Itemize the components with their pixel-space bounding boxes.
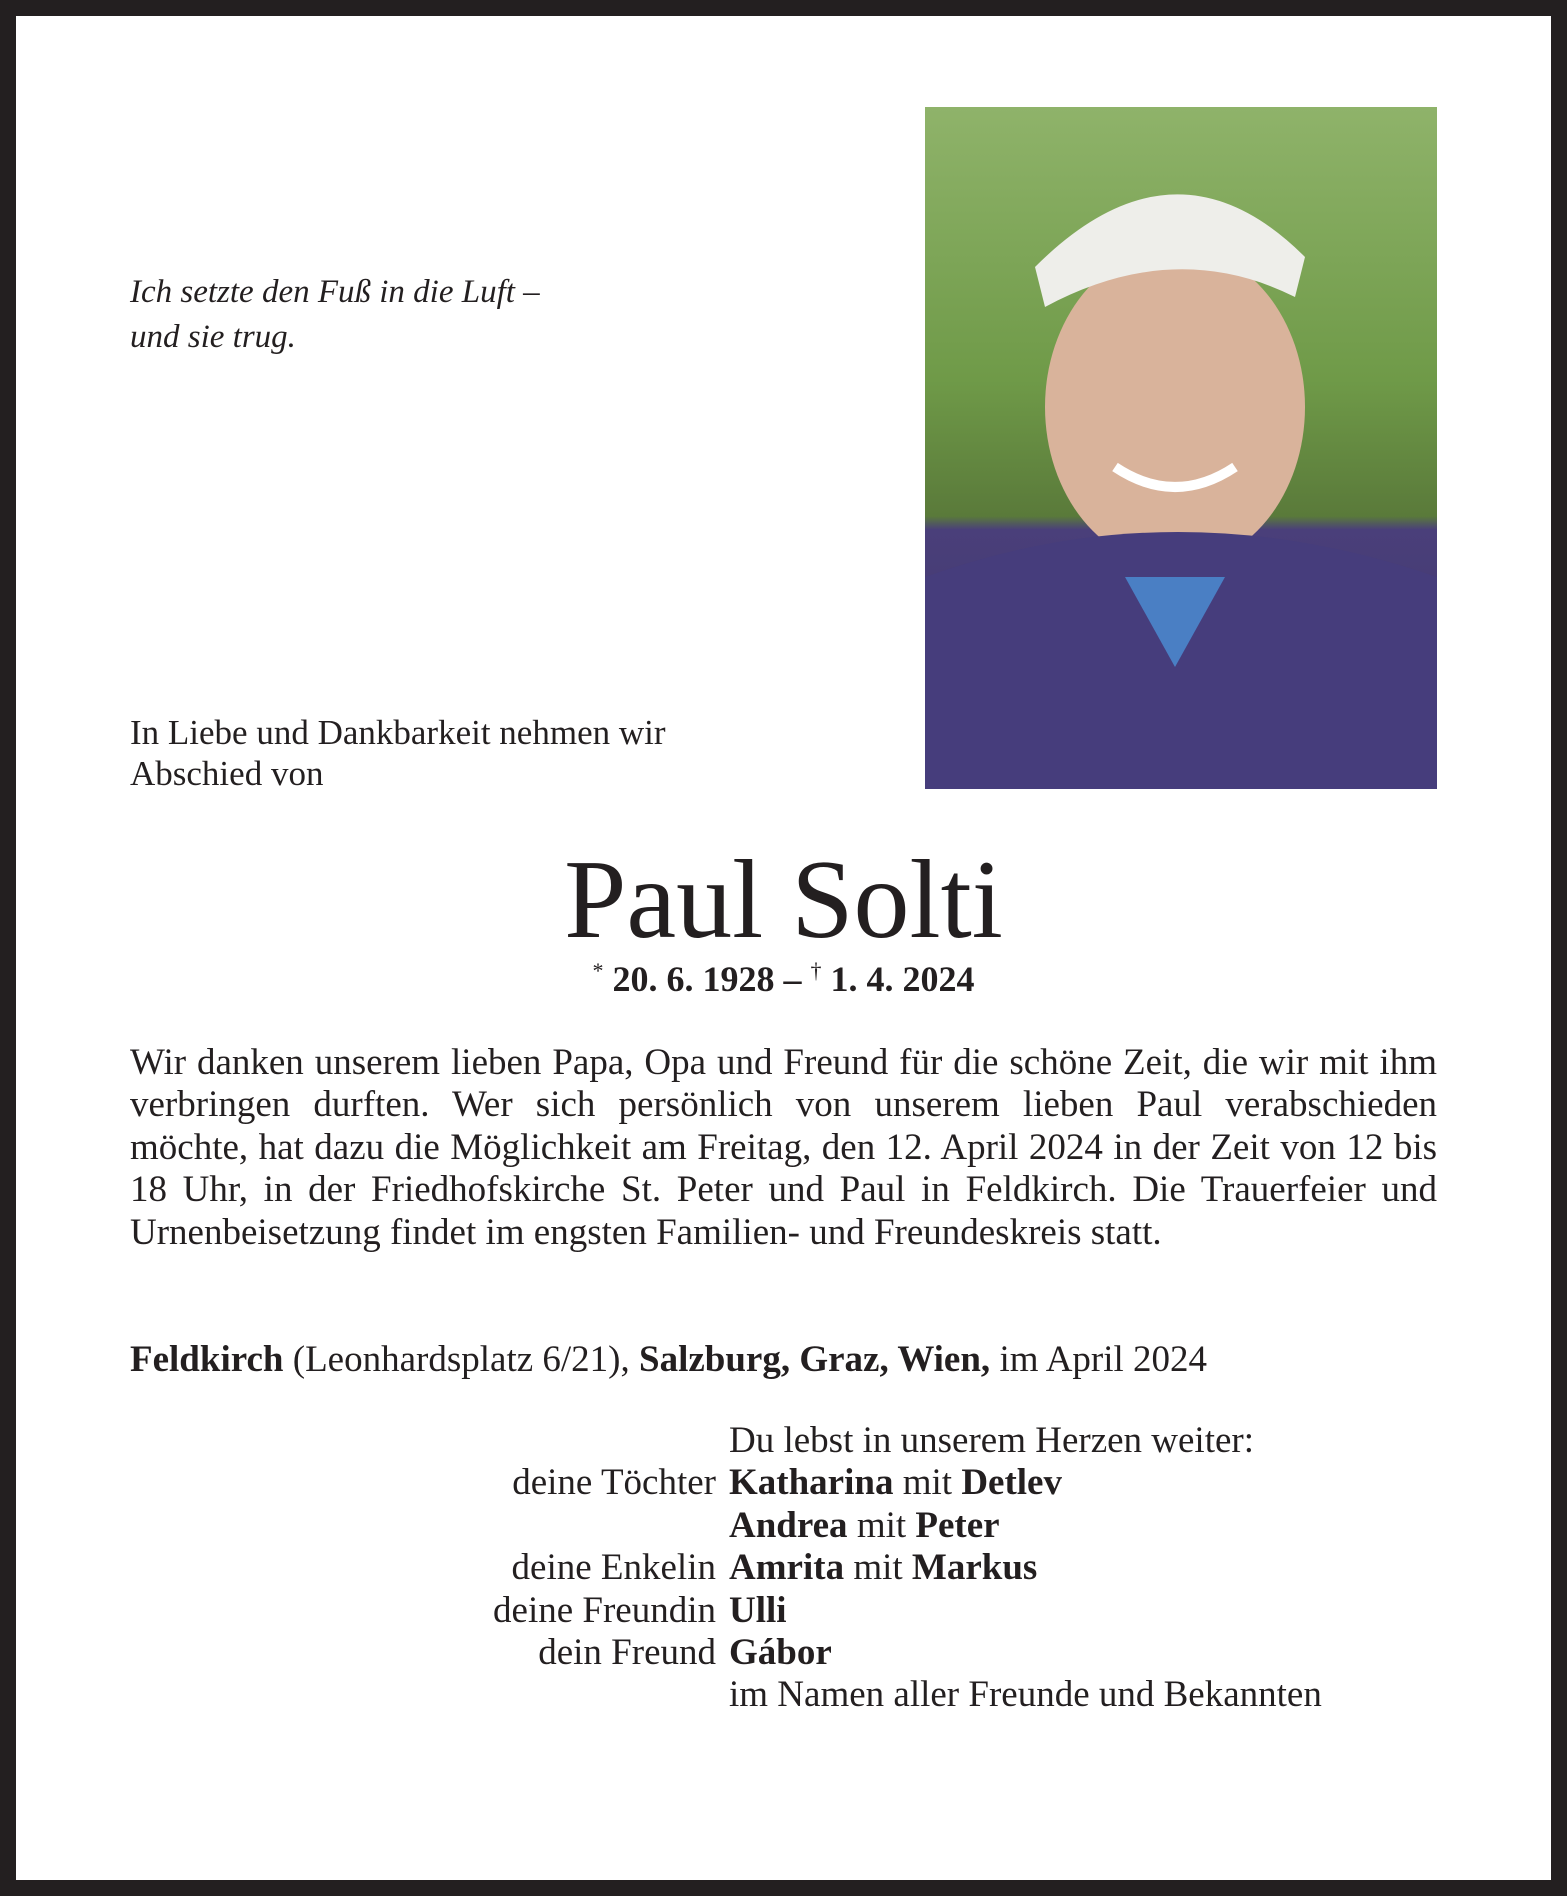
relation-label: deine Enkelin <box>511 1547 716 1589</box>
family-heading: Du lebst in unserem Herzen weiter: <box>729 1420 1255 1461</box>
intro-line: Abschied von <box>130 754 324 793</box>
family-name: Detlev <box>961 1462 1062 1504</box>
family-name: Ulli <box>729 1589 787 1631</box>
family-row <box>380 1632 1322 1674</box>
relation-label: deine Töchter <box>512 1462 716 1504</box>
family-list <box>380 1420 1322 1717</box>
with-text: mit <box>844 1547 912 1589</box>
family-row <box>380 1590 1322 1632</box>
portrait-photo <box>925 107 1437 789</box>
birth-date: 20. 6. 1928 <box>612 959 775 999</box>
date-separator: – <box>783 959 802 999</box>
body-text: Wir danken unserem lieben Papa, Opa und Freund für die schöne Zeit, die wir mit ihm verbringen durften. Wer sich persönlich von unserem lieben Paul verabschieden möchte, hat dazu die Möglichkeit am Freitag, den 12. April 2024 in der Zeit von 12 bis 18 Uhr, in der Friedhofskirche St. Peter und Paul in Feldkirch. Die Trauerfeier und Urnenbeisetzung findet im engsten Familien- und Freundeskreis statt. <box>130 1042 1437 1253</box>
location-address: (Leonhardsplatz 6/21), <box>283 1339 639 1380</box>
family-row <box>380 1547 1322 1589</box>
location-cities: Salzburg, Graz, Wien, <box>639 1339 991 1380</box>
family-name: Markus <box>911 1547 1038 1589</box>
birth-symbol: * <box>592 958 604 983</box>
death-symbol: † <box>810 958 822 983</box>
with-text: mit <box>847 1504 916 1546</box>
quote <box>130 270 540 360</box>
family-row <box>380 1462 1322 1504</box>
relation-label: deine Freundin <box>493 1589 716 1631</box>
life-dates <box>0 958 1567 1000</box>
intro-text <box>130 712 666 794</box>
family-name: Peter <box>915 1504 1000 1546</box>
family-name: Amrita <box>729 1547 845 1589</box>
family-name: Gábor <box>729 1632 832 1674</box>
with-text: mit <box>893 1462 962 1504</box>
death-date: 1. 4. 2024 <box>830 959 975 999</box>
family-name: Katharina <box>729 1462 894 1504</box>
quote-line: Ich setzte den Fuß in die Luft – <box>130 274 540 310</box>
location-city: Feldkirch <box>130 1339 284 1380</box>
location-date: im April 2024 <box>990 1339 1208 1380</box>
portrait-illustration <box>925 107 1437 789</box>
intro-line: In Liebe und Dankbarkeit nehmen wir <box>130 713 666 752</box>
family-row <box>380 1505 1322 1547</box>
quote-line: und sie trug. <box>130 319 296 355</box>
family-closing: im Namen aller Freunde und Bekannten <box>729 1674 1322 1716</box>
location-line <box>130 1338 1207 1381</box>
deceased-name: Paul Solti <box>564 838 1003 962</box>
relation-label <box>380 1505 729 1547</box>
relation-label: dein Freund <box>538 1632 716 1674</box>
family-name: Andrea <box>729 1504 848 1546</box>
